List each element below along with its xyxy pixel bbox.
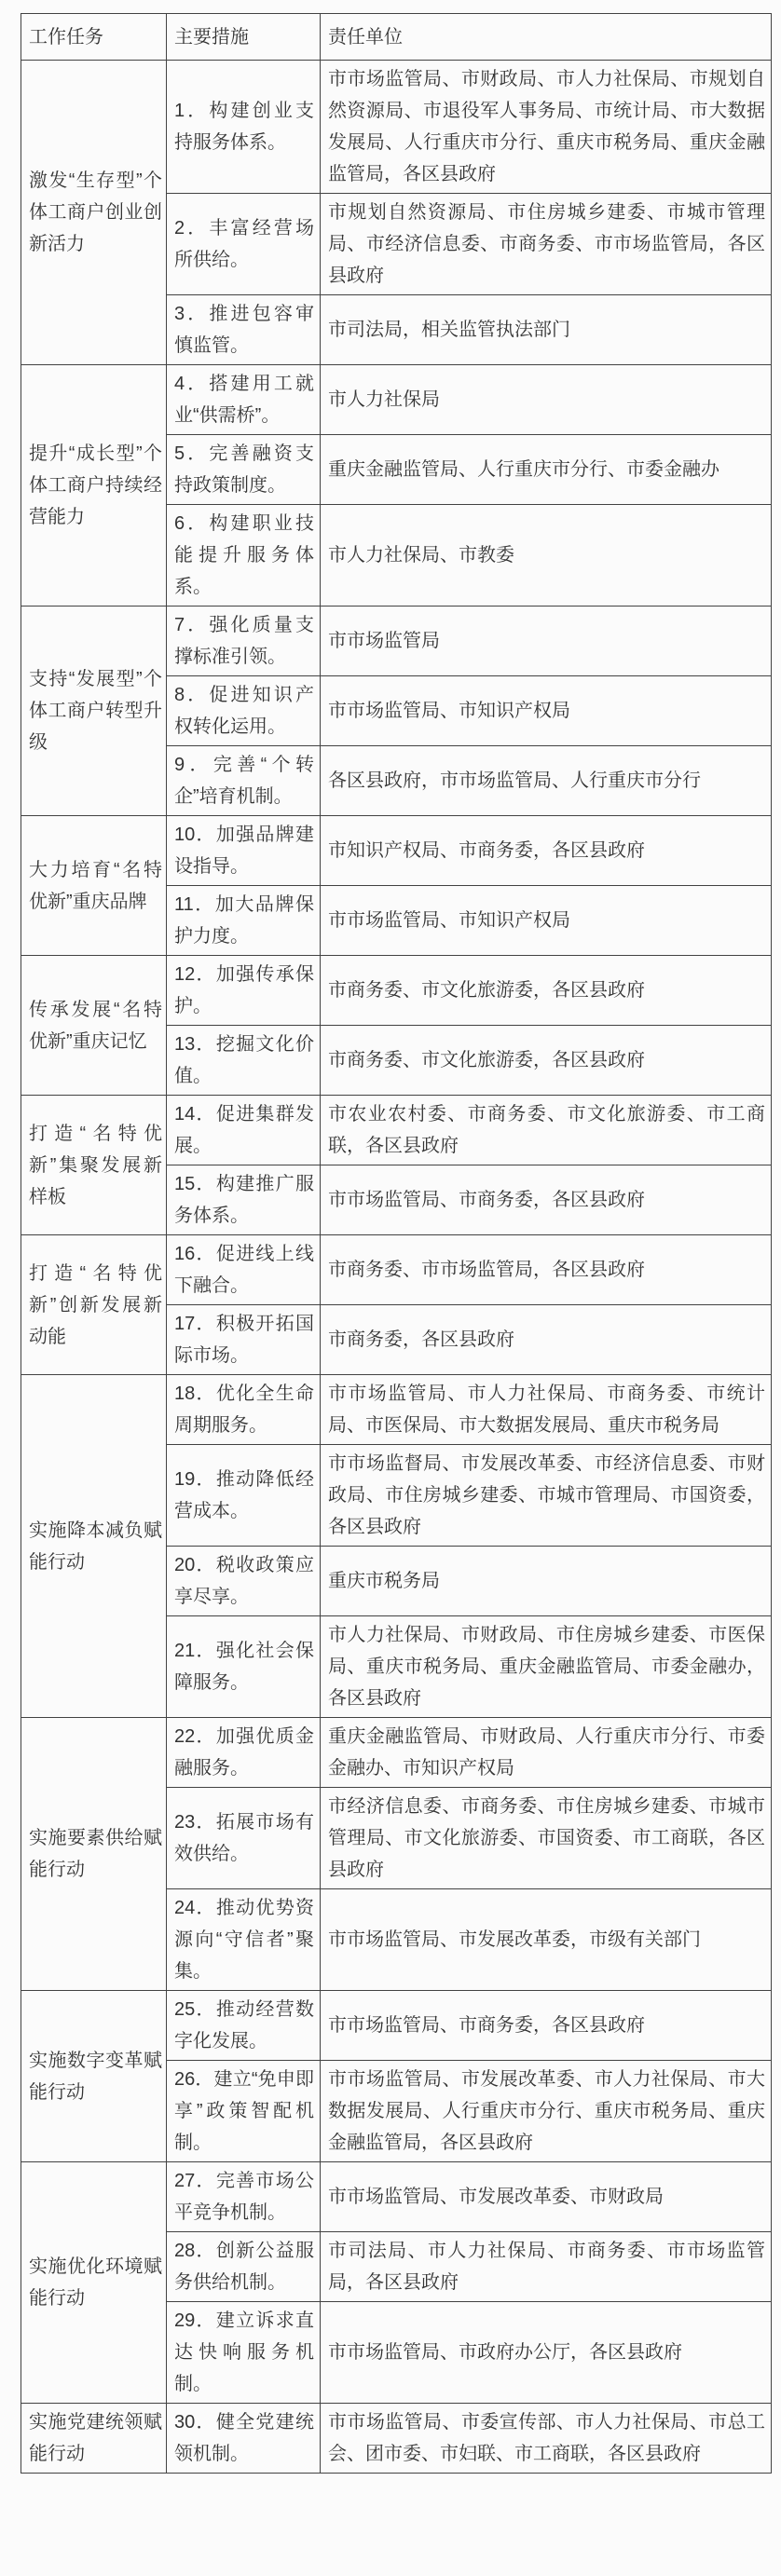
measure-cell: 20．税收政策应享尽享。: [167, 1547, 321, 1616]
task-cell: 实施优化环境赋能行动: [21, 2162, 167, 2404]
measure-cell: 10．加强品牌建设指导。: [167, 816, 321, 886]
work-task-table: [21, 13, 772, 2474]
header-main-measures: 主要措施: [167, 14, 321, 61]
units-cell: 市司法局，相关监管执法部门: [321, 295, 772, 365]
table-body: [21, 61, 772, 2474]
units-cell: 市市场监管局、市委宣传部、市人力社保局、市总工会、团市委、市妇联、市工商联，各区县政府: [321, 2404, 772, 2474]
measure-cell: 24．推动优势资源向“守信者”聚集。: [167, 1889, 321, 1991]
measure-cell: 11．加大品牌保护力度。: [167, 886, 321, 956]
units-cell: 市经济信息委、市商务委、市住房城乡建委、市城市管理局、市文化旅游委、市国资委、市工商联，各区县政府: [321, 1788, 772, 1889]
table-row: [21, 2162, 772, 2232]
task-cell: 实施要素供给赋能行动: [21, 1718, 167, 1991]
measure-cell: 9．完善“个转企”培育机制。: [167, 746, 321, 816]
table-row: [21, 1375, 772, 1445]
units-cell: 重庆市税务局: [321, 1547, 772, 1616]
units-cell: 市市场监管局、市人力社保局、市商务委、市统计局、市医保局、市大数据发展局、重庆市税务局: [321, 1375, 772, 1445]
table-row: [21, 816, 772, 886]
task-cell: 激发“生存型”个体工商户创业创新活力: [21, 61, 167, 365]
measure-cell: 16．促进线上线下融合。: [167, 1235, 321, 1305]
table-row: [21, 1096, 772, 1165]
units-cell: 市市场监管局、市发展改革委、市人力社保局、市大数据发展局、人行重庆市分行、重庆市税务局、重庆金融监管局，各区县政府: [321, 2061, 772, 2162]
task-cell: 打造“名特优新”创新发展新动能: [21, 1235, 167, 1375]
units-cell: 市市场监管局、市知识产权局: [321, 676, 772, 746]
measure-cell: 3．推进包容审慎监管。: [167, 295, 321, 365]
units-cell: 市市场监管局: [321, 607, 772, 676]
units-cell: 市商务委、市市场监管局，各区县政府: [321, 1235, 772, 1305]
units-cell: 市市场监管局、市发展改革委、市财政局: [321, 2162, 772, 2232]
table-row: [21, 1235, 772, 1305]
units-cell: 市司法局、市人力社保局、市商务委、市市场监管局，各区县政府: [321, 2232, 772, 2302]
units-cell: 市商务委、市文化旅游委，各区县政府: [321, 956, 772, 1026]
table-row: [21, 61, 772, 194]
table-row: [21, 2404, 772, 2474]
measure-cell: 28．创新公益服务供给机制。: [167, 2232, 321, 2302]
measure-cell: 8．促进知识产权转化运用。: [167, 676, 321, 746]
task-cell: 提升“成长型”个体工商户持续经营能力: [21, 365, 167, 607]
measure-cell: 25．推动经营数字化发展。: [167, 1991, 321, 2061]
measure-cell: 7．强化质量支撑标准引领。: [167, 607, 321, 676]
header-row: [21, 14, 772, 61]
table-row: [21, 607, 772, 676]
units-cell: 市市场监管局、市财政局、市人力社保局、市规划自然资源局、市退役军人事务局、市统计局、市大数据发展局、人行重庆市分行、重庆市税务局、重庆金融监管局，各区县政府: [321, 61, 772, 194]
measure-cell: 26．建立“免申即享”政策智配机制。: [167, 2061, 321, 2162]
measure-cell: 22．加强优质金融服务。: [167, 1718, 321, 1788]
header-work-task: 工作任务: [21, 14, 167, 61]
units-cell: 市市场监督局、市发展改革委、市经济信息委、市财政局、市住房城乡建委、市城市管理局、市国资委，各区县政府: [321, 1445, 772, 1547]
measure-cell: 12．加强传承保护。: [167, 956, 321, 1026]
units-cell: 重庆金融监管局、人行重庆市分行、市委金融办: [321, 435, 772, 505]
units-cell: 市知识产权局、市商务委，各区县政府: [321, 816, 772, 886]
units-cell: 市人力社保局、市财政局、市住房城乡建委、市医保局、重庆市税务局、重庆金融监管局、市委金融办，各区县政府: [321, 1616, 772, 1718]
task-cell: 打造“名特优新”集聚发展新样板: [21, 1096, 167, 1235]
units-cell: 市人力社保局、市教委: [321, 505, 772, 607]
measure-cell: 4．搭建用工就业“供需桥”。: [167, 365, 321, 435]
measure-cell: 13．挖掘文化价值。: [167, 1026, 321, 1096]
units-cell: 市市场监管局、市知识产权局: [321, 886, 772, 956]
task-cell: 实施党建统领赋能行动: [21, 2404, 167, 2474]
header-responsible-units: 责任单位: [321, 14, 772, 61]
table-row: [21, 1718, 772, 1788]
units-cell: 市商务委、市文化旅游委，各区县政府: [321, 1026, 772, 1096]
measure-cell: 23．拓展市场有效供给。: [167, 1788, 321, 1889]
measure-cell: 5．完善融资支持政策制度。: [167, 435, 321, 505]
measure-cell: 15．构建推广服务体系。: [167, 1165, 321, 1235]
measure-cell: 1．构建创业支持服务体系。: [167, 61, 321, 194]
units-cell: 市农业农村委、市商务委、市文化旅游委、市工商联，各区县政府: [321, 1096, 772, 1165]
measure-cell: 27．完善市场公平竞争机制。: [167, 2162, 321, 2232]
measure-cell: 19．推动降低经营成本。: [167, 1445, 321, 1547]
table-row: [21, 956, 772, 1026]
task-cell: 实施降本减负赋能行动: [21, 1375, 167, 1718]
units-cell: 市市场监管局、市商务委，各区县政府: [321, 1991, 772, 2061]
measure-cell: 21．强化社会保障服务。: [167, 1616, 321, 1718]
measure-cell: 29．建立诉求直达快响服务机制。: [167, 2302, 321, 2404]
task-cell: 支持“发展型”个体工商户转型升级: [21, 607, 167, 816]
measure-cell: 14．促进集群发展。: [167, 1096, 321, 1165]
measure-cell: 18．优化全生命周期服务。: [167, 1375, 321, 1445]
table-header: [21, 14, 772, 61]
units-cell: 市市场监管局、市政府办公厅，各区县政府: [321, 2302, 772, 2404]
task-cell: 传承发展“名特优新”重庆记忆: [21, 956, 167, 1096]
units-cell: 市商务委，各区县政府: [321, 1305, 772, 1375]
measure-cell: 17．积极开拓国际市场。: [167, 1305, 321, 1375]
measure-cell: 30．健全党建统领机制。: [167, 2404, 321, 2474]
task-cell: 实施数字变革赋能行动: [21, 1991, 167, 2162]
table-row: [21, 365, 772, 435]
units-cell: 市市场监管局、市商务委，各区县政府: [321, 1165, 772, 1235]
units-cell: 市规划自然资源局、市住房城乡建委、市城市管理局、市经济信息委、市商务委、市市场监管局，各区县政府: [321, 194, 772, 295]
measure-cell: 6．构建职业技能提升服务体系。: [167, 505, 321, 607]
table-row: [21, 1991, 772, 2061]
measure-cell: 2．丰富经营场所供给。: [167, 194, 321, 295]
units-cell: 重庆金融监管局、市财政局、人行重庆市分行、市委金融办、市知识产权局: [321, 1718, 772, 1788]
units-cell: 市人力社保局: [321, 365, 772, 435]
task-cell: 大力培育“名特优新”重庆品牌: [21, 816, 167, 956]
units-cell: 市市场监管局、市发展改革委，市级有关部门: [321, 1889, 772, 1991]
units-cell: 各区县政府，市市场监管局、人行重庆市分行: [321, 746, 772, 816]
